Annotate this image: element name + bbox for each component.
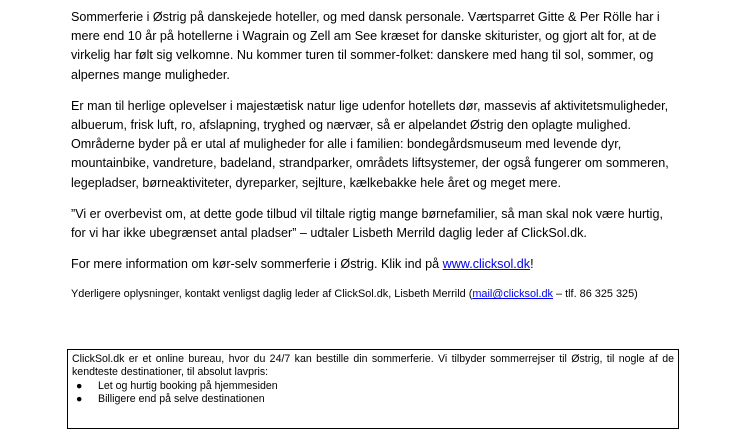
email-link[interactable]: mail@clicksol.dk [472, 288, 553, 301]
more-info-text: For mere information om kør-selv sommerferie i Østrig. Klik ind på [71, 257, 443, 272]
company-info-box [67, 349, 679, 429]
contact-paragraph [71, 286, 681, 302]
activities-paragraph: Er man til herlige oplevelser i majestætisk natur lige udenfor hotellets dør, massevis af aktivitetsmuligheder, albuerum, frisk luft, ro, afslapning, tryghed og nærvær, så er alpelandet Østrig den oplagte mulighed. Områderne byder på er utal af muligheder for alle i familien: bondegårdsmuseum med levende dyr, mountainbike, vandreture, badeland, strandparker, områdets liftsystemer, der også fungerer om sommeren, legepladser, børneaktiviteter, dyreparker, sejlture, kælkebakke hele året og meget mere. [71, 98, 669, 190]
intro-paragraph: Sommerferie i Østrig på danskejede hoteller, og med dansk personale. Værtsparret Gitte & Per Rölle har i mere end 10 år på hotellerne i Wagrain og Zell am See kræset for danske skiturister, og gjort alt for, at de virkelig har følt sig velkomne. Nu kommer turen til sommer-folket: danskere med hang til sol, sommer, og alpernes mange muligheder. [71, 10, 660, 82]
list-item-text: Billigere end på selve destinationen [98, 393, 265, 406]
more-info-paragraph [71, 255, 681, 274]
list-item-text: Let og hurtig booking på hjemmesiden [98, 380, 278, 393]
list-item [76, 393, 674, 406]
contact-phone-text: – tlf. 86 325 325) [553, 288, 638, 301]
bullet-icon: ● [76, 393, 83, 406]
bullet-icon: ● [76, 380, 83, 393]
quote-paragraph: ”Vi er overbevist om, at dette gode tilbud vil tiltale rigtig mange børnefamilier, så man skal nok være hurtig, for vi har ikke ubegrænset antal pladser” – udtaler Lisbeth Merrild daglig leder af ClickSol.dk. [71, 206, 663, 241]
more-info-suffix: ! [530, 257, 534, 272]
company-intro-text: ClickSol.dk er et online bureau, hvor du 24/7 kan bestille din sommerferie. Vi tilbyder sommerrejser til Østrig, til nogle af de kendteste destinationer, til absolut lavpris: [72, 353, 674, 378]
benefits-list [72, 380, 674, 406]
contact-text: Yderligere oplysninger, kontakt venligst daglig leder af ClickSol.dk, Lisbeth Merrild ( [71, 288, 473, 301]
list-item [76, 380, 674, 393]
website-link[interactable]: www.clicksol.dk [442, 257, 531, 272]
press-release-body [71, 8, 681, 314]
